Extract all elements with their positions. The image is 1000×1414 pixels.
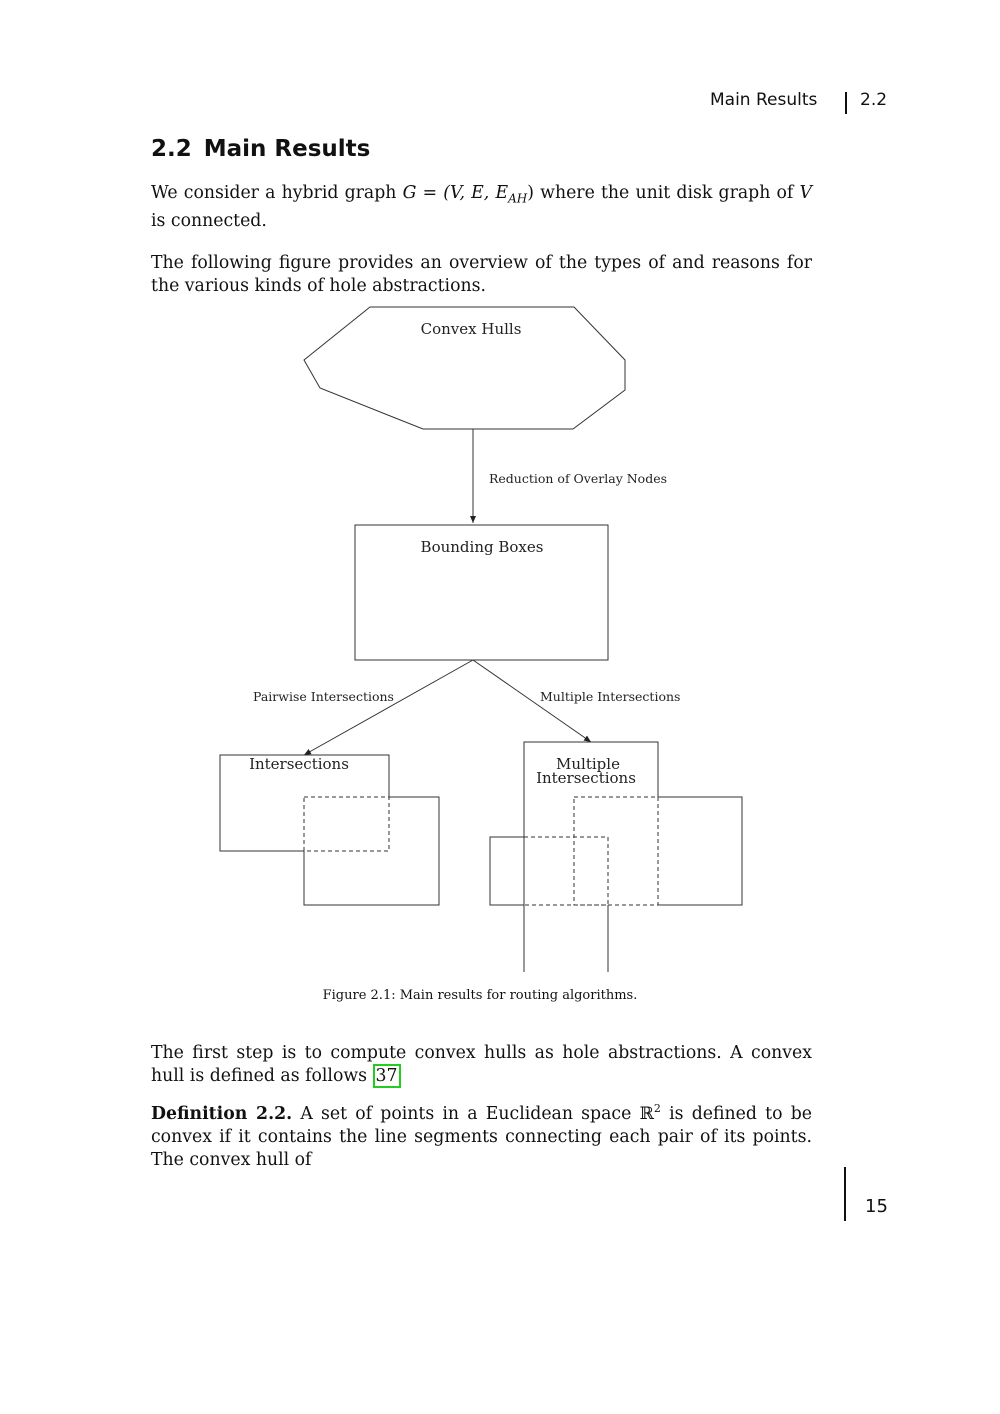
pairwise-label: Pairwise Intersections [253,689,394,704]
running-header-title: Main Results [710,90,818,110]
section-heading [151,136,370,162]
citation-link[interactable]: 37 [373,1064,401,1088]
multiple-label-line1: Multiple [556,755,620,773]
paragraph-figure-intro: The following figure provides an overview of the types of and reasons for the various kinds of hole abstractions. [151,253,812,296]
definition-text: is defined to be convex if it contains the line segments connecting each pair of its points. The convex hull of [151,1103,812,1170]
paragraph-text: where the unit disk graph of [533,183,800,203]
reduction-label: Reduction of Overlay Nodes [489,471,668,486]
pairwise-arrow [304,660,473,755]
paragraph-hybrid-graph [151,182,812,233]
multiple-label: Multiple Intersections [540,689,681,704]
figure-caption: Figure 2.1: Main results for routing algorithms. [322,988,638,1003]
section-number: 2.2 [151,136,192,162]
paragraph-text: is connected. [151,211,267,232]
running-header-divider [845,92,847,114]
page-number: 15 [865,1196,888,1217]
running-header-number: 2.2 [860,90,888,110]
running-header [700,90,890,114]
math-close: ) [527,183,534,203]
paragraph-text: The first step is to compute convex hulls as hole abstractions. A convex hull is defined as follows [151,1043,812,1086]
paragraph-text: We consider a hybrid graph [151,183,403,203]
definition-block [151,1097,812,1172]
pairwise-intersections-shape [220,755,439,905]
paragraph-convex-hull [151,1042,812,1088]
section-title: Main Results [203,136,371,162]
definition-label: Definition 2.2. [151,1103,293,1124]
multiple-label-line2: Intersections [536,769,636,787]
math-subscript: AH [508,191,528,206]
definition-text: A set of points in a Euclidean space ℝ [292,1103,654,1124]
bounding-boxes-label: Bounding Boxes [420,538,544,556]
footer-divider [844,1167,846,1221]
math-graph: G = (V, E, E [402,183,509,203]
convex-hulls-label: Convex Hulls [420,320,522,338]
figure-diagram [200,300,760,980]
math-v: V [799,183,812,203]
intersections-label: Intersections [249,755,349,773]
math-superscript: 2 [653,1102,661,1115]
